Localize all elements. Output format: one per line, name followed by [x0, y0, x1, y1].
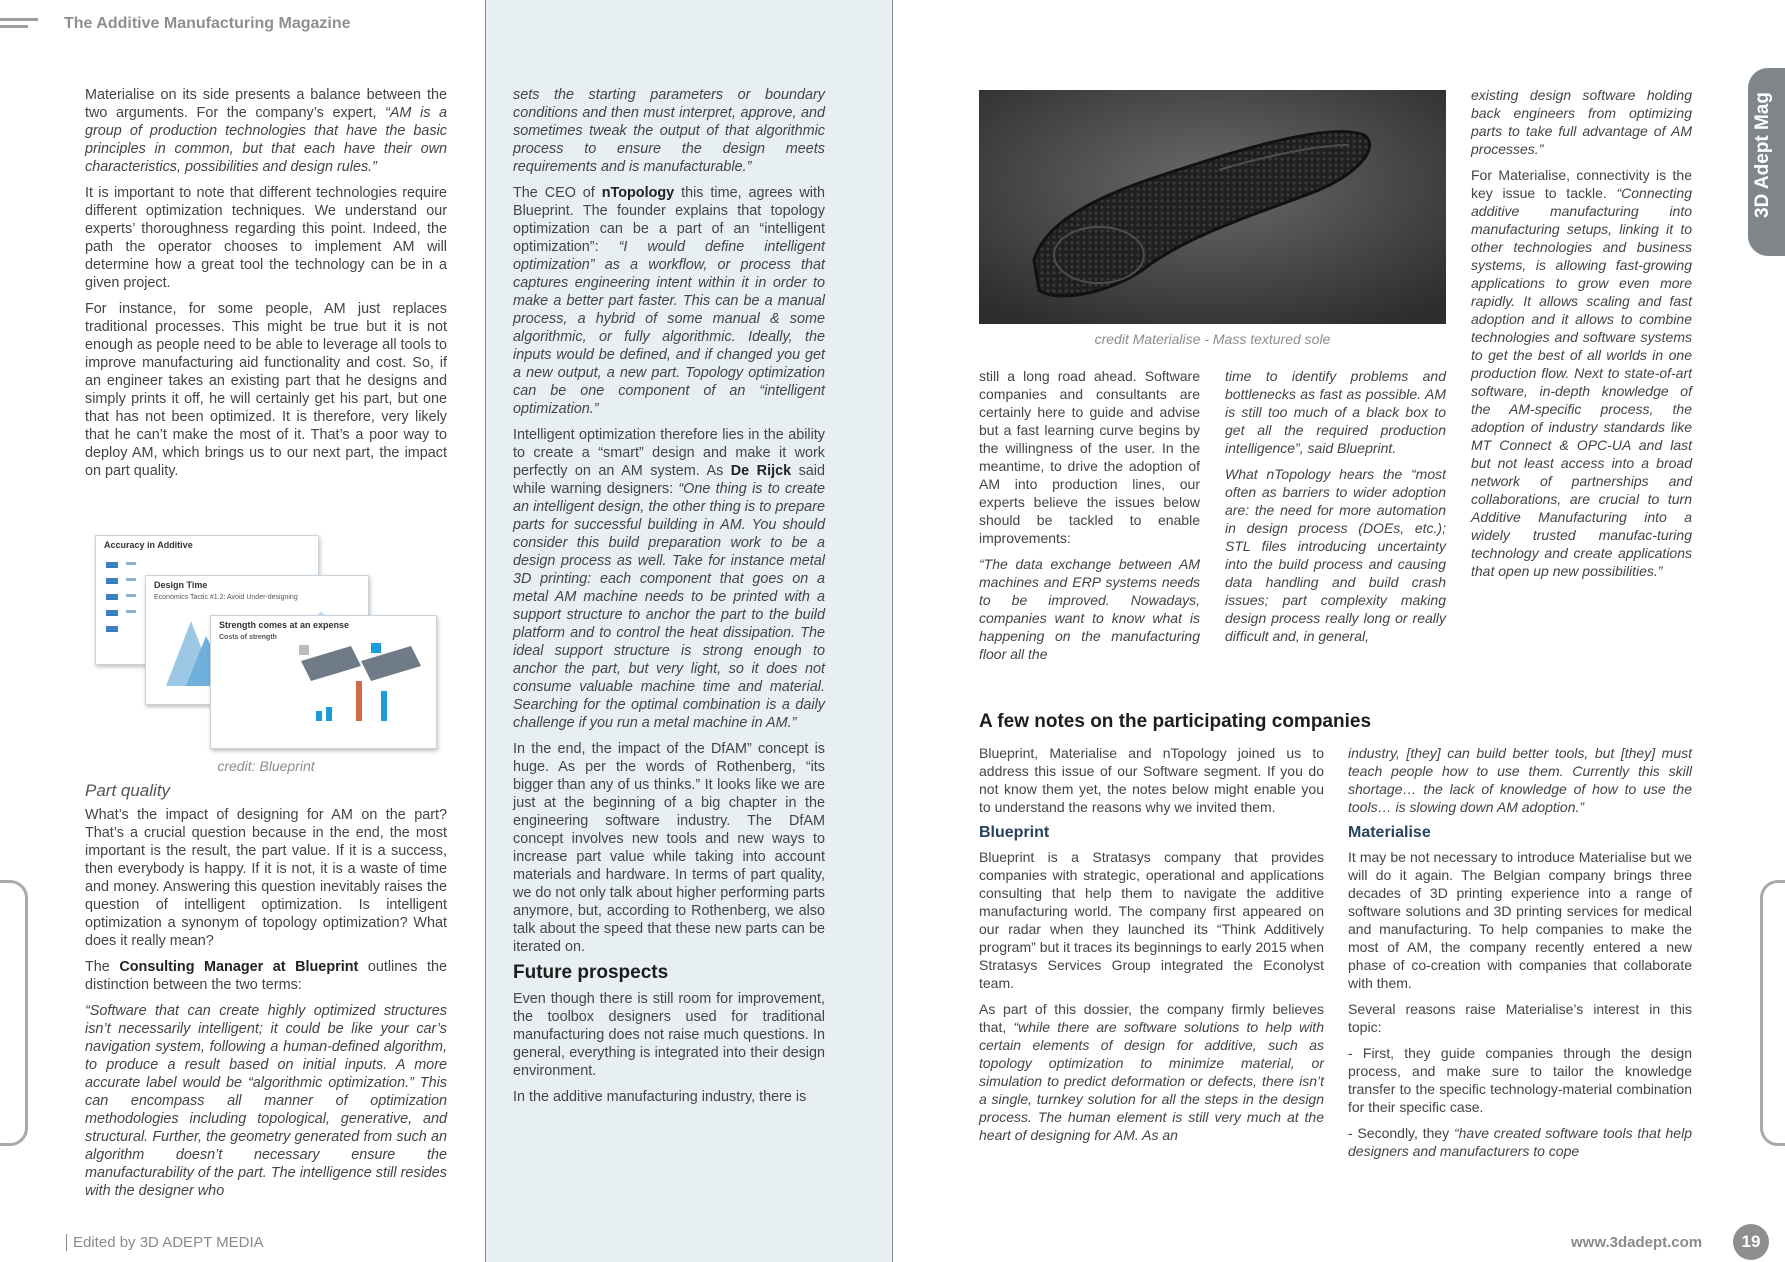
text: - Secondly, they [1348, 1125, 1454, 1141]
paragraph [1348, 1124, 1692, 1160]
quote-paragraph: sets the starting parameters or boundary conditions and then must interpret, approve, and sometimes tweak the output of that algorithmic process to ensure the design meets requirements and is manufacturable.” [513, 87, 825, 175]
paragraph: Blueprint, Materialise and nTopology joined us to address this issue of our Software segment. If you do not know them yet, the notes below might enable you to understand the reasons why we invited them. [979, 745, 1324, 815]
paragraph: - First, they guide companies through the design process, and make sure to tailor the knowledge transfer to the specific technology-material combination for their specific case. [1348, 1045, 1692, 1115]
text: outlines the distinction between the two terms: [85, 959, 448, 993]
page-bracket-right [1760, 880, 1785, 1146]
quote-paragraph: time to identify problems and bottlenecks as fast as possible. AM is still too much of a black box to get all the required production intelligence”, said Blueprint. [1225, 368, 1446, 456]
quote-paragraph: What nTopology hears the “most often as barriers to wider adoption are: the need for more automation in design process (DOEs, etc.); STL files introducing uncertainty into the build process and causing data handling and build crash issues; part complexity making design process really long or really difficult and, in general, [1225, 466, 1446, 644]
slide-subtitle: Economics Tactic #1.2: Avoid Under-designing [154, 594, 298, 601]
photo-caption: credit Materialise - Mass textured sole [1094, 331, 1331, 347]
text: For Materialise, connectivity is the key issue to tackle. [1471, 167, 1692, 201]
text: said while warning designers: [513, 463, 825, 497]
text: this time, agrees with Blueprint. The founder explains that topology optimization can be a part of an “intelligent optimization”: [513, 185, 825, 255]
bold-text: De Rijck [730, 463, 792, 479]
column-1-lower [85, 782, 447, 1208]
paragraph: Blueprint is a Stratasys company that provides companies with strategic, operational and applications consulting that help them to navigate the additive manufacturing world. The company first appeared on our radar when they launched its “Think Additively program” but it traces its beginnings to early 2015 when Stratasys Services Group integrated the Econolyst team. [979, 849, 1324, 991]
column-6 [979, 744, 1324, 1152]
slide-title: Design Time [154, 580, 208, 590]
column-7 [1348, 744, 1692, 1168]
header-mark-icon [0, 18, 40, 30]
quote-text: “One thing is to create an intelligent design, the other thing is to prepare parts for successful building in AM. You should consider this build preparation work to be a design process as well. Take for instance metal 3D printing: each component that goes on a metal AM machine needs to be printed with a support structure to anchor the part to the build platform and to control the heat dissipation. The ideal support structure is strong enough to anchor the part, but very light, so it does not consume valuable machine time and material. Searching for the optimal combination is a daily challenge if you run a metal machine in AM.” [513, 481, 825, 731]
quote-paragraph: existing design software holding back engineers from optimizing parts to take full advantage of AM processes.” [1471, 87, 1692, 157]
column-divider [485, 0, 486, 1262]
paragraph [85, 86, 447, 176]
paragraph [979, 1000, 1324, 1144]
paragraph: In the end, the impact of the DfAM” concept is huge. As per the words of Rothenberg, “its bigger than any of us thinks.” It looks like we are just at the beginning of a big chapter in the engineering software industry. The DfAM concept involves new tools and new ways to increase part value while taking into account materials and hardware. In terms of part quality, we do not only talk about higher performing parts anymore, but, according to Rothenberg, we also talk about the speed that these new parts can be iterated on. [513, 741, 825, 955]
text: Intelligent optimization therefore lies in the ability to create a “smart” design and make it work perfectly on an AM system. As [513, 427, 825, 479]
text: The [85, 959, 120, 975]
text: The CEO of [513, 185, 602, 201]
text: Materialise on its side presents a balance between the two arguments. For the company’s expert, [85, 87, 447, 121]
bold-text: nTopology [601, 185, 675, 201]
bold-text: Consulting Manager at Blueprint [119, 959, 359, 975]
paragraph: Even though there is still room for improvement, the toolbox designers used for traditional manufacturing does not raise much questions. In general, everything is integrated into their design environment. [513, 991, 825, 1079]
paragraph: Several reasons raise Materialise’s interest in this topic: [1348, 1001, 1692, 1035]
column-5 [1471, 86, 1692, 588]
column-divider [892, 0, 893, 1262]
paragraph: For instance, for some people, AM just replaces traditional processes. This might be true but it is not enough as people need to be able to leverage all tools to improve manufacturing aid functionality and cost. So, if an engineer takes an existing part that he designs and simply prints it off, he will certainly get his part, but one that has not been optimized. It is therefore, very likely that he can’t make the most of it. That’s a poor way to deploy AM, which brings us to our next part, the impact on part quality. [85, 301, 447, 479]
footer-credit: Edited by 3D ADEPT MEDIA [66, 1234, 264, 1251]
materialise-heading: Materialise [1348, 824, 1431, 841]
column-3 [979, 367, 1200, 671]
side-tab-label: 3D Adept Mag [1752, 92, 1773, 218]
paragraph [1471, 166, 1692, 580]
column-2 [513, 86, 825, 1114]
magazine-title: The Additive Manufacturing Magazine [64, 15, 351, 32]
slide-strength [210, 615, 437, 749]
quote-text: “while there are software solutions to help with certain elements of design for additive, such as topology optimization to minimize material, or simulation to predict deformation or defects, there isn’t a single, turnkey solution for all the steps in the design process. The human element is still very much at the heart of designing for AM. As an [979, 1019, 1324, 1143]
quote-paragraph: “The data exchange between AM machines and ERP systems needs to be improved. Nowadays, companies want to know what is happening on the manufacturing floor all the [979, 556, 1200, 662]
paragraph: It may be not necessary to introduce Materialise but we will do it again. The Belgian company brings three decades of 3D printing experience into a range of software solutions and 3D printing services for medical and manufacturing. To help companies to make the most of AM, the company recently entered a new phase of co-creation with companies that collaborate with them. [1348, 849, 1692, 991]
slide-title: Accuracy in Additive [104, 540, 193, 550]
quote-paragraph: “Software that can create highly optimized structures isn’t necessarily intelligent; it could be like your car’s navigation system, following a human-defined algorithm, to produce a result based on initial inputs. A more accurate label would be “algorithmic optimization.” This can encompass all manner of optimization methodologies including topological, generative, and structural. Further, the geometry generated from such an algorithm doesn’t necessary ensure the manufacturability of the part. The intelligence still resides with the designer who [85, 1003, 447, 1199]
page-bracket-left [0, 880, 28, 1146]
slide-graphic [211, 641, 433, 737]
text: As part of this dossier, the company firmly believes that, [979, 1001, 1324, 1035]
side-tab [1748, 68, 1785, 256]
notes-heading: A few notes on the participating companies [979, 711, 1372, 732]
paragraph: What’s the impact of designing for AM on the part? That’s a crucial question because in the end, the most important is the result, the part value. If it is a success, then everybody is happy. If it is not, it is a waste of time and money. Answering this question inevitably raises the question of intelligent optimization. Is intelligent optimization a synonym of topology optimization? What does it really mean? [85, 807, 447, 949]
shoe-sole-illustration [979, 90, 1446, 324]
quote-paragraph: industry, [they] can build better tools, but [they] must teach people how to use them. Currently this skill shortage… the lack of knowledge of how to use the tools… is slowing down AM adoption.” [1348, 745, 1692, 815]
future-prospects-heading: Future prospects [513, 962, 669, 983]
paragraph: In the additive manufacturing industry, there is [513, 1089, 807, 1105]
page-number: 19 [1733, 1224, 1769, 1260]
paragraph [85, 958, 447, 994]
paragraph: It is important to note that different technologies require different optimization techniques. We understand our experts’ thoroughness regarding this point. Indeed, the path the operator chooses to implement AM will determine how a great tool the technology can be in a given project. [85, 185, 447, 291]
quote-text: “I would define intelligent optimization” as a workflow, or process that captures engineering intent within it in order to make a better part faster. This can be a manual process, a hybrid of some manual & some algorithmic, or fully algorithmic. Ideally, the inputs would be defined, and if changed you get a new output, a new part. Topology optimization can be one component of an “intelligent optimization.” [513, 239, 826, 417]
quote-text: “AM is a group of production technologies that have the basic principles in common, but that each have their own characteristics, possibilities and design rules.” [85, 105, 447, 175]
slide-subtitle: Costs of strength [219, 634, 277, 641]
paragraph [513, 184, 825, 418]
slide-title: Strength comes at an expense [219, 620, 350, 630]
column-4 [1225, 367, 1446, 653]
part-quality-heading: Part quality [85, 781, 171, 800]
quote-text: “Connecting additive manufacturing into manufacturing setups, linking it to other technologies and business systems, is allowing fast-growing applications to grow even more rapidly. It allows scaling and fast adoption and it allows to combine technologies and software systems to get the best of all worlds in one production flow. Next to state-of-art software, in-depth knowledge of the AM-specific process, the adoption of industry standards like MT Connect & OPC-UA and last but not least access into a broad network of partnerships and collaborations, are crucial to turn Additive Manufacturing into a widely trusted manufac-turing technology and create applications that open up new possibilities.” [1471, 185, 1692, 579]
shoe-sole-photo [979, 90, 1446, 324]
quote-text: “have created software tools that help designers and manufacturers to cope [1348, 1125, 1692, 1159]
footer-url[interactable]: www.3dadept.com [1571, 1234, 1703, 1251]
slides-caption: credit: Blueprint [217, 758, 315, 774]
slides-figure [95, 535, 435, 747]
paragraph [513, 426, 825, 732]
column-1 [85, 86, 447, 488]
blueprint-heading: Blueprint [979, 824, 1050, 841]
paragraph: still a long road ahead. Software companies and consultants are certainly here to guide and advise but a fast learning curve begins by the willingness of the user. In the meantime, to drive the adoption of AM into production lines, our experts believe the issues below should be tackled to enable improvements: [979, 368, 1200, 546]
